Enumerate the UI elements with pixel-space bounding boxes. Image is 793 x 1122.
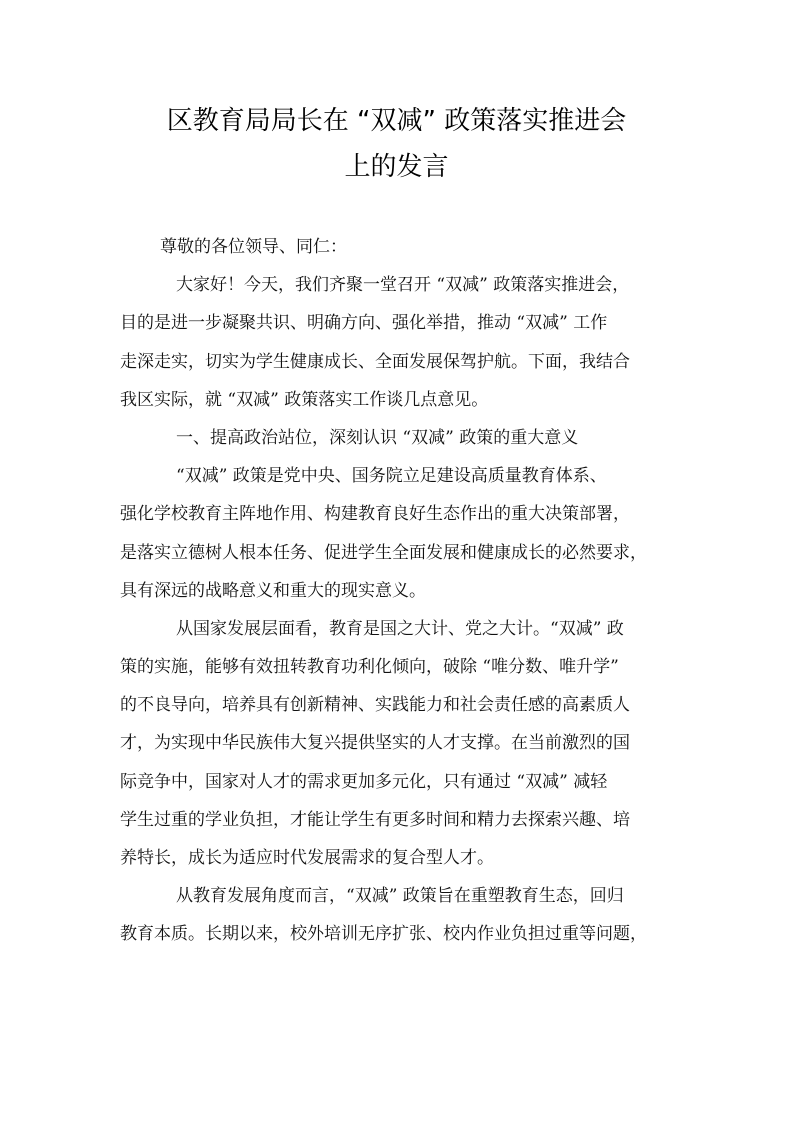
paragraph-line: 强化学校教育主阵地作用、构建教育良好生态作出的重大决策部署，	[120, 504, 630, 525]
paragraph-line: 从教育发展角度而言，“双减” 政策旨在重塑教育生态，回归	[176, 886, 624, 907]
paragraph-significance	[120, 457, 676, 610]
paragraph-national-level	[120, 610, 676, 877]
paragraph-line: 的不良导向，培养具有创新精神、实践能力和社会责任感的高素质人	[120, 695, 630, 716]
paragraph-education-development	[120, 877, 676, 953]
paragraph-line: 目的是进一步凝聚共识、明确方向、强化举措，推动 “双减” 工作	[120, 313, 608, 334]
salutation-paragraph	[120, 228, 676, 266]
section-heading-text: 一、提高政治站位，深刻认识 “双减” 政策的重大意义	[176, 427, 579, 448]
paragraph-line: 大家好！今天，我们齐聚一堂召开 “双减” 政策落实推进会，	[176, 275, 630, 296]
paragraph-line: “双减” 政策是党中央、国务院立足建设高质量教育体系、	[176, 466, 607, 487]
paragraph-opening	[120, 266, 676, 419]
paragraph-line: 才，为实现中华民族伟大复兴提供坚实的人才支撑。在当前激烈的国	[120, 733, 630, 754]
salutation: 尊敬的各位领导、同仁：	[160, 237, 347, 257]
title-line-1: 区教育局局长在 “双减” 政策落实推进会	[166, 106, 627, 136]
paragraph-line: 从国家发展层面看，教育是国之大计、党之大计。“双减” 政	[176, 618, 624, 639]
paragraph-line: 走深走实，切实为学生健康成长、全面发展保驾护航。下面，我结合	[120, 351, 630, 372]
paragraph-line: 养特长，成长为适应时代发展需求的复合型人才。	[120, 848, 494, 868]
paragraph-line: 学生过重的学业负担，才能让学生有更多时间和精力去探索兴趣、培	[120, 809, 630, 830]
document-body	[120, 228, 676, 954]
paragraph-line: 教育本质。长期以来，校外培训无序扩张、校内作业负担过重等问题，	[120, 924, 647, 945]
paragraph-line: 际竞争中，国家对人才的需求更加多元化，只有通过 “双减” 减轻	[120, 771, 608, 792]
section-heading	[120, 419, 676, 457]
paragraph-line: 是落实立德树人根本任务、促进学生全面发展和健康成长的必然要求，	[120, 542, 647, 563]
title-line-2: 上的发言	[344, 152, 449, 182]
document-title	[95, 98, 698, 190]
paragraph-line: 我区实际，就 “双减” 政策落实工作谈几点意见。	[120, 389, 489, 410]
paragraph-line: 具有深远的战略意义和重大的现实意义。	[120, 580, 426, 601]
paragraph-line: 策的实施，能够有效扭转教育功利化倾向，破除 “唯分数、唯升学”	[120, 657, 619, 678]
